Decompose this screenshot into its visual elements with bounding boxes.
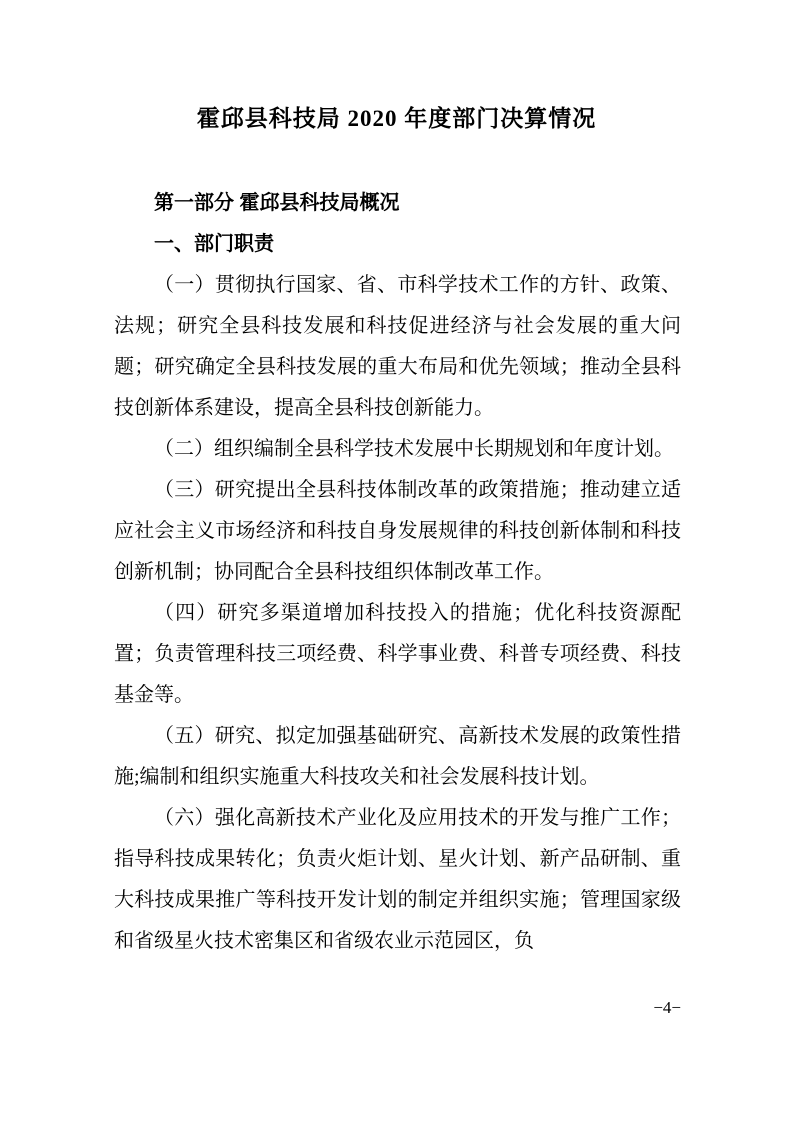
section-heading: 第一部分 霍邱县科技局概况	[154, 192, 400, 214]
paragraph-duty-4: （四）研究多渠道增加科技投入的措施；优化科技资源配置；负责管理科技三项经费、科学事业费、科普专项经费、科技基金等。	[114, 602, 681, 706]
paragraph-duty-3: （三）研究提出全县科技体制改革的政策措施；推动建立适应社会主义市场经济和科技自身发展规律的科技创新体制和科技创新机制；协同配合全县科技组织体制改革工作。	[114, 479, 681, 583]
paragraph-duty-2: （二）组织编制全县科学技术发展中长期规划和年度计划。	[154, 438, 674, 460]
paragraph-duty-5: （五）研究、拟定加强基础研究、高新技术发展的政策性措施;编制和组织实施重大科技攻关和社会发展科技计划。	[114, 725, 681, 788]
document-title: 霍邱县科技局 2020 年度部门决算情况	[196, 106, 597, 131]
paragraph-duty-6: （六）强化高新技术产业化及应用技术的开发与推广工作；指导科技成果转化；负责火炬计划、星火计划、新产品研制、重大科技成果推广等科技开发计划的制定并组织实施；管理国家级和省级星火技术密集区和省级农业示范园区，负	[114, 807, 681, 952]
subsection-heading: 一、部门职责	[154, 233, 274, 255]
page-number: −4−	[653, 998, 681, 1017]
document-body	[114, 183, 681, 962]
paragraph-duty-1: （一）贯彻执行国家、省、市科学技术工作的方针、政策、法规；研究全县科技发展和科技促进经济与社会发展的重大问题；研究确定全县科技发展的重大布局和优先领域；推动全县科技创新体系建设，提高全县科技创新能力。	[114, 274, 681, 419]
